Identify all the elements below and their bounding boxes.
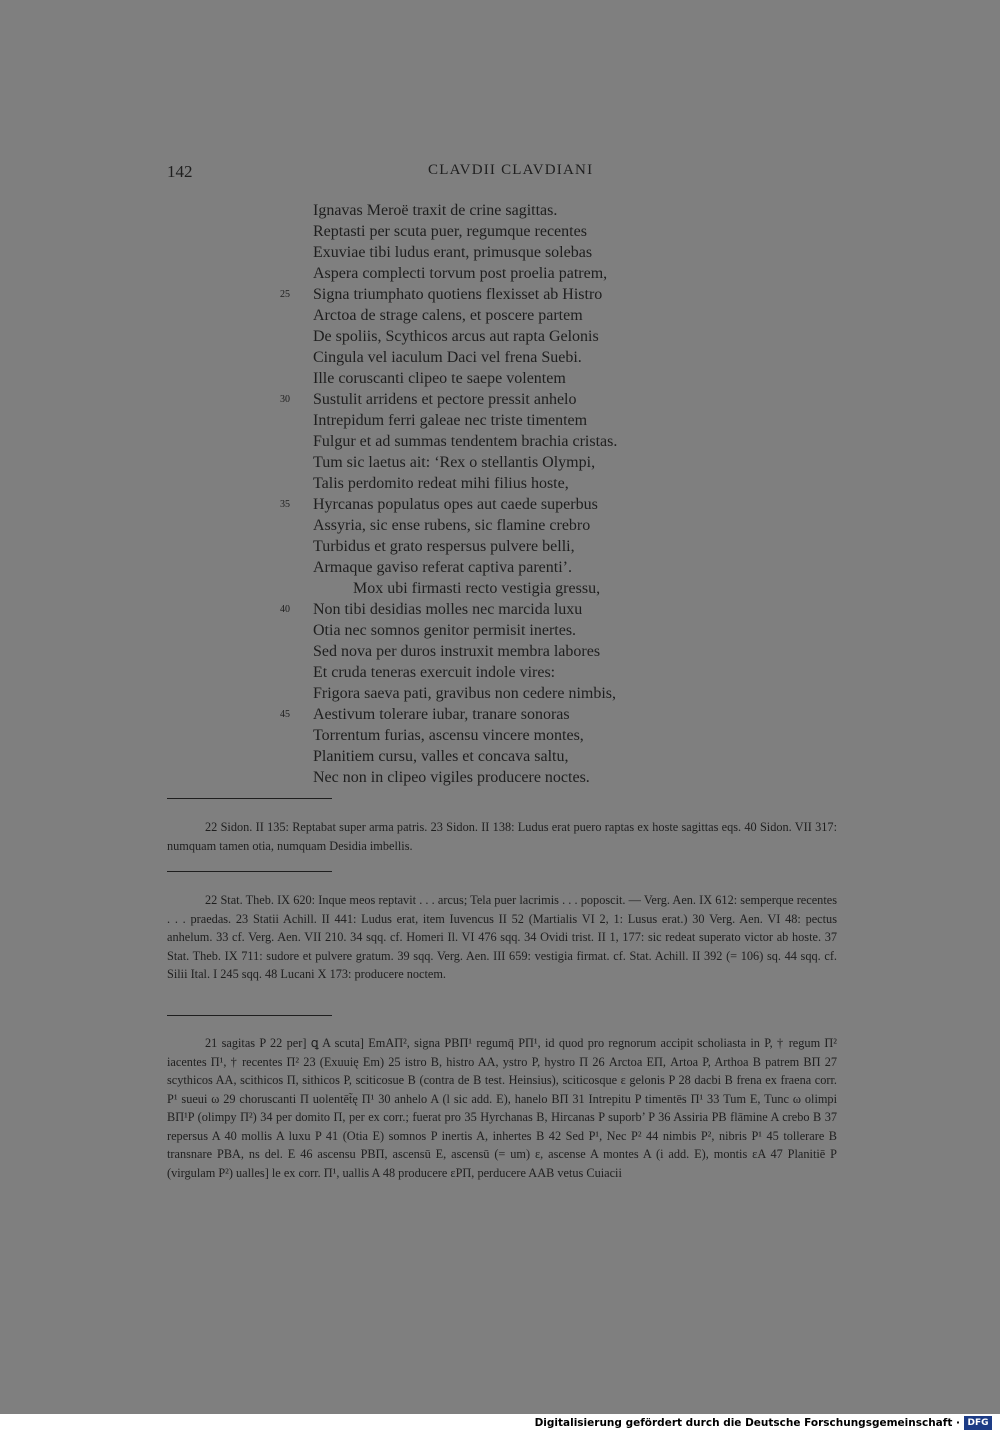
line-number: 45 [280, 709, 290, 720]
verse-text: Ille coruscanti clipeo te saepe volentem [313, 370, 566, 387]
critical-apparatus [167, 1034, 837, 1182]
verse-text: Armaque gaviso referat captiva parenti’. [313, 559, 572, 576]
verse-line [313, 347, 753, 368]
sources-notes: 22 Stat. Theb. IX 620: Inque meos reptavit . . . arcus; Tela puer lacrimis . . . poposcit. — Verg. Aen. IX 612: semperque recentes . . . praedas. 23 Statii Achill. II 441: Ludus erat, item Iuvencus II 52 (Martialis VI 2, 1: Lusus erat.) 30 Verg. Aen. VI 48: pectus anhelum. 33 cf. Verg. Aen. VII 210. 34 sqq. cf. Homeri Il. VI 476 sqq. 34 Ovidi trist. II 1, 177: sic redeat superato victor ab hoste. 37 Stat. Theb. IX 711: sudore et pulvere gratum. 39 sqq. Verg. Aen. III 659: vestigia firmat. cf. Stat. Achill. II 392 (= 106) sq. 44 sqq. cf. Silii Ital. I 245 sqq. 48 Lucani X 173: producere noctem. [167, 893, 837, 981]
verse-line [313, 662, 753, 683]
verse-line [313, 683, 753, 704]
verse-text: De spoliis, Scythicos arcus aut rapta Gelonis [313, 328, 599, 345]
verse-line [313, 515, 753, 536]
apparatus-divider [167, 1015, 332, 1016]
verse-text: Reptasti per scuta puer, regumque recentes [313, 223, 587, 240]
verse-text: Frigora saeva pati, gravibus non cedere nimbis, [313, 685, 617, 702]
running-title: CLAVDII CLAVDIANI [428, 162, 594, 178]
verse-line [313, 536, 753, 557]
apparatus-divider [167, 798, 332, 799]
page-header [0, 162, 1000, 186]
verse-line [313, 200, 753, 221]
verse-line [280, 494, 753, 515]
apparatus-divider [167, 871, 332, 872]
verse-line [313, 305, 753, 326]
line-number: 40 [280, 604, 290, 615]
verse-text: Non tibi desidias molles nec marcida luxu [313, 601, 583, 618]
verse-text: Aestivum tolerare iubar, tranare sonoras [313, 706, 570, 723]
verse-line [313, 578, 753, 599]
verse-line [280, 284, 753, 305]
verse-line [280, 599, 753, 620]
verse-line [280, 704, 753, 725]
verse-text: Torrentum furias, ascensu vincere montes, [313, 727, 584, 744]
verse-line [280, 389, 753, 410]
verse-text: Nec non in clipeo vigiles producere noctes. [313, 769, 590, 786]
verse-text: Cingula vel iaculum Daci vel frena Suebi. [313, 349, 582, 366]
dfg-logo-icon: DFG [964, 1416, 992, 1430]
verse-text: Intrepidum ferri galeae nec triste timentem [313, 412, 588, 429]
critical-notes: 21 sagitas P 22 per] ꝗ A scuta] EmAΠ², signa PBΠ¹ regumq̄ PΠ¹, id quod pro regnorum accipit scholiasta in P, † regum Π² iacentes Π¹, † recentes Π² 23 (Exuuię Em) 25 istro B, histro AA, ystro P, hystro Π 26 Arctoa EΠ, Artoa P, Arthoa B patrem BΠ 27 scythicos AA, scithicos Π, sithicos P, sciticosue B (contra de B test. Heinsius), sciticosque ε gelonis P 28 dacbi B frena ex fraena corr. P¹ sueui ω 29 choruscanti Π uolentēt̃ę Π¹ 30 anhelo A (l sic add. E), hanelo BΠ 31 Intrepitu P timentēs Π¹ 33 Tum E, Tunc ω olimpi BΠ¹P (olimpy Π²) 34 per domito Π, per ex corr.; fuerat pro 35 Hyrchanas B, Hircanas P suporb’ P 36 Assiria PB flāmine A crebo B 37 repersus A 40 mollis A luxu P 41 (Otia E) somnos P inertis A, inhertes B 42 Sed P¹, Nec P² 44 nimbis P², nibris P¹ 45 tollerare B transnare PBA, ns del. E 46 ascensu PBΠ, ascensū E, ascensū (= um) ε, ascense A montes A (i add. E), montis εA 47 Planitiē P (virgulam P²) ualles] le ex corr. Π¹, uallis A 48 producere εPΠ, perducere AAB vetus Cuiacii [167, 1036, 837, 1180]
line-number: 25 [280, 289, 290, 300]
verse-text: Sustulit arridens et pectore pressit anhelo [313, 391, 577, 408]
digitization-footer [0, 1414, 1000, 1434]
sidonius-apparatus [167, 818, 837, 855]
verse-line [313, 368, 753, 389]
verse-text: Ignavas Meroë traxit de crine sagittas. [313, 202, 558, 219]
verse-text: Exuviae tibi ludus erant, primusque solebas [313, 244, 593, 261]
line-number: 30 [280, 394, 290, 405]
verse-line [313, 767, 753, 788]
verse-line [313, 452, 753, 473]
verse-text: Fulgur et ad summas tendentem brachia cristas. [313, 433, 618, 450]
verse-text: Aspera complecti torvum post proelia patrem, [313, 265, 608, 282]
line-number: 35 [280, 499, 290, 510]
verse-text: Et cruda teneras exercuit indole vires: [313, 664, 556, 681]
verse-text: Planitiem cursu, valles et concava saltu, [313, 748, 569, 765]
verse-text: Hyrcanas populatus opes aut caede superbus [313, 496, 598, 513]
verse-text: Turbidus et grato respersus pulvere belli, [313, 538, 575, 555]
verse-line [313, 326, 753, 347]
verse-text: Otia nec somnos genitor permisit inertes. [313, 622, 577, 639]
verse-text: Sed nova per duros instruxit membra labores [313, 643, 601, 660]
verse-text: Arctoa de strage calens, et poscere partem [313, 307, 583, 324]
verse-line [313, 410, 753, 431]
verse-text: Signa triumphato quotiens flexisset ab Histro [313, 286, 603, 303]
verse-text: Talis perdomito redeat mihi filius hoste, [313, 475, 569, 492]
verse-line [313, 620, 753, 641]
verse-line [313, 221, 753, 242]
verse-text: Assyria, sic ense rubens, sic flamine crebro [313, 517, 591, 534]
verse-line [313, 746, 753, 767]
sidonius-notes: 22 Sidon. II 135: Reptabat super arma patris. 23 Sidon. II 138: Ludus erat puero raptas ex hoste sagittas eqs. 40 Sidon. VII 317: numquam tamen otia, numquam Desidia imbellis. [167, 820, 837, 853]
funding-credit: Digitalisierung gefördert durch die Deutsche Forschungsgemeinschaft · [534, 1417, 960, 1429]
verse-text: Tum sic laetus ait: ‘Rex o stellantis Olympi, [313, 454, 596, 471]
verse-line [313, 725, 753, 746]
verse-line [313, 242, 753, 263]
verse-line [313, 473, 753, 494]
sources-apparatus [167, 891, 837, 984]
verse-text: Mox ubi firmasti recto vestigia gressu, [353, 580, 601, 597]
page-number: 142 [167, 162, 193, 181]
verse-line [313, 263, 753, 284]
verse-line [313, 431, 753, 452]
verse-line [313, 557, 753, 578]
verse-line [313, 641, 753, 662]
verse-block [280, 200, 753, 788]
